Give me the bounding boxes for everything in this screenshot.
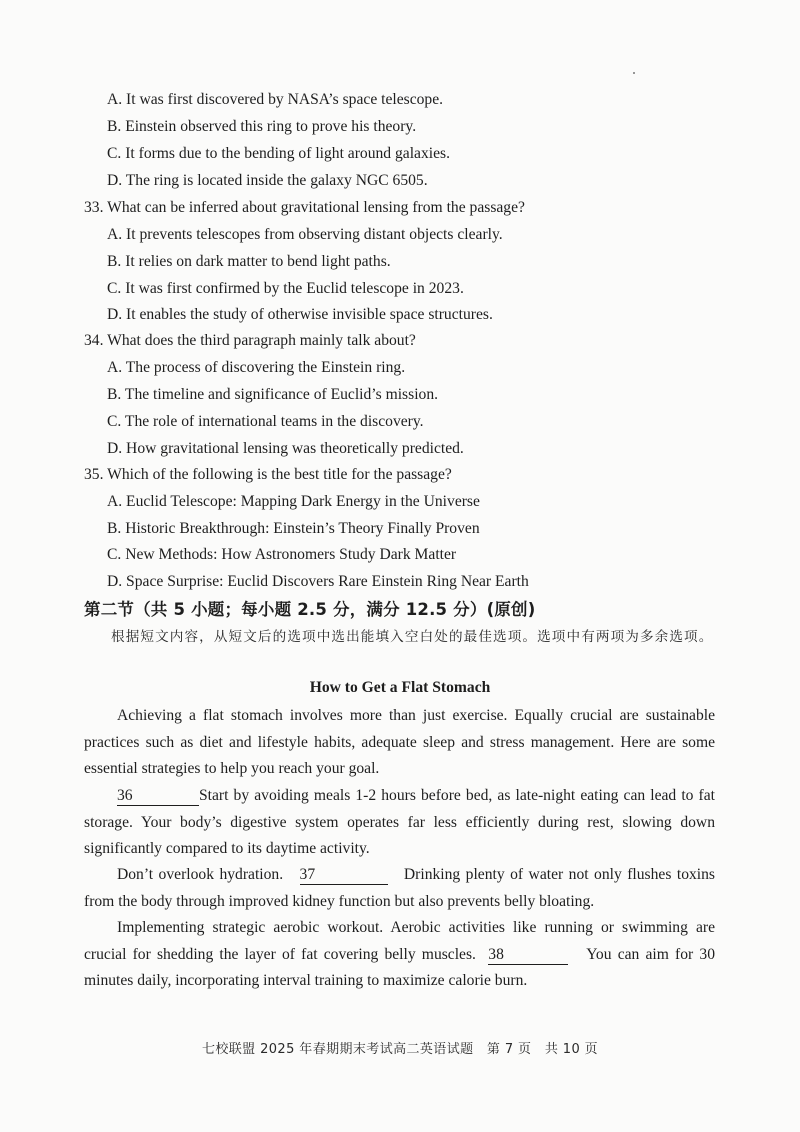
q34-stem: 34. What does the third paragraph mainly talk about? bbox=[84, 332, 416, 349]
passage-paragraph-3 bbox=[84, 862, 715, 915]
q32-option-b: B. Einstein observed this ring to prove his theory. bbox=[107, 118, 417, 135]
section-title: 第二节（共 5 小题；每小题 2.5 分，满分 12.5 分）(原创) bbox=[84, 600, 536, 619]
blank-37[interactable]: 37 bbox=[300, 867, 388, 885]
q35-option-b: B. Historic Breakthrough: Einstein’s Theory Finally Proven bbox=[107, 520, 480, 537]
passage-paragraph-4 bbox=[84, 915, 715, 995]
q34-option-d: D. How gravitational lensing was theoretically predicted. bbox=[107, 440, 464, 457]
q33-stem: 33. What can be inferred about gravitational lensing from the passage? bbox=[84, 199, 525, 216]
q32-option-a: A. It was first discovered by NASA’s space telescope. bbox=[107, 91, 444, 108]
paragraph-4-after: You can aim for 30 minutes daily, incorporating interval training to maximize calorie burn. bbox=[84, 945, 716, 990]
paragraph-3-before: Don’t overlook hydration. bbox=[117, 866, 284, 883]
q35-option-a: A. Euclid Telescope: Mapping Dark Energy in the Universe bbox=[107, 493, 480, 510]
paragraph-4-before: Implementing strategic aerobic workout. Aerobic activities like running or swimming are crucial for shedding the layer of fat covering belly muscles. bbox=[84, 919, 715, 963]
q33-option-c: C. It was first confirmed by the Euclid telescope in 2023. bbox=[107, 280, 464, 297]
q33-option-d: D. It enables the study of otherwise invisible space structures. bbox=[107, 306, 493, 323]
q34-option-a: A. The process of discovering the Einstein ring. bbox=[107, 359, 406, 376]
paragraph-3-after: Drinking plenty of water not only flushes toxins from the body through improved kidney function but also prevents belly bloating. bbox=[84, 866, 715, 910]
q35-option-d: D. Space Surprise: Euclid Discovers Rare Einstein Ring Near Earth bbox=[107, 573, 529, 590]
blank-38[interactable]: 38 bbox=[488, 947, 568, 965]
blank-36[interactable]: 36 bbox=[117, 788, 199, 806]
q35-stem: 35. Which of the following is the best title for the passage? bbox=[84, 466, 452, 483]
passage-paragraph-1: Achieving a flat stomach involves more than just exercise. Equally crucial are sustainable practices such as diet and lifestyle habits, adequate sleep and stress management. Here are some essential strategies to help you reach your goal. bbox=[84, 707, 715, 778]
page-footer: 七校联盟 2025 年春期期末考试高二英语试题 第 7 页 共 10 页 bbox=[201, 1042, 599, 1057]
q33-option-b: B. It relies on dark matter to bend light paths. bbox=[107, 253, 391, 270]
passage-title: How to Get a Flat Stomach bbox=[309, 679, 491, 696]
section-instruction: 根据短文内容，从短文后的选项中选出能填入空白处的最佳选项。选项中有两项为多余选项。 bbox=[111, 629, 714, 645]
scan-speck bbox=[633, 72, 635, 74]
q34-option-c: C. The role of international teams in the discovery. bbox=[107, 413, 424, 430]
q34-option-b: B. The timeline and significance of Euclid’s mission. bbox=[107, 386, 439, 403]
q32-option-d: D. The ring is located inside the galaxy NGC 6505. bbox=[107, 172, 428, 189]
q35-option-c: C. New Methods: How Astronomers Study Dark Matter bbox=[107, 546, 457, 563]
passage-paragraph-2 bbox=[84, 783, 715, 863]
q32-option-c: C. It forms due to the bending of light around galaxies. bbox=[107, 145, 450, 162]
q33-option-a: A. It prevents telescopes from observing distant objects clearly. bbox=[107, 226, 503, 243]
paragraph-2-text: Start by avoiding meals 1-2 hours before bed, as late-night eating can lead to fat storage. Your body’s digestive system operates far less efficiently during rest, slowing down significantly compared to its daytime activity. bbox=[84, 787, 715, 858]
